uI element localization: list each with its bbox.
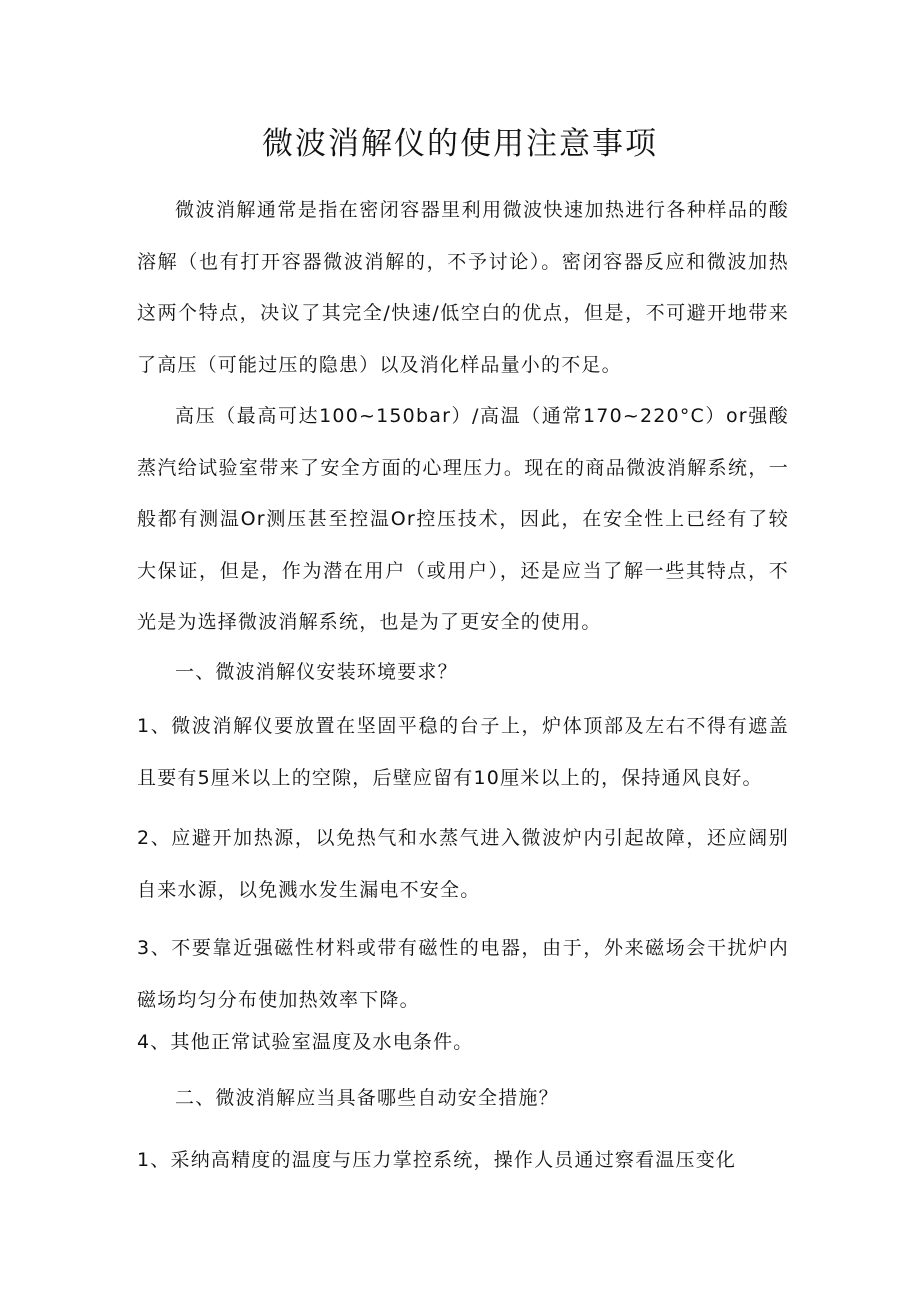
pressure-paragraph: 高压（最高可达100~150bar）/高温（通常170~220°C）or强酸蒸汽给试验室带来了安全方面的心理压力。现在的商品微波消解系统，一般都有测温Or测压甚至控温Or控压技术，因此，在安全性上已经有了较大保证，但是，作为潜在用户（或用户），还是应当了解一些其特点，不光是为选择微波消解系统，也是为了更安全的使用。 bbox=[137, 405, 789, 633]
list-item-environment-2: 2、应避开加热源，以免热气和水蒸气进入微波炉内引起故障，还应阔别自来水源，以免溅水发生漏电不安全。 bbox=[137, 827, 789, 901]
list-item-environment-3: 3、不要靠近强磁性材料或带有磁性的电器，由于，外来磁场会干扰炉内磁场均匀分布使加热效率下降。 bbox=[137, 937, 789, 1011]
section-heading-environment: 一、微波消解仪安装环境要求？ bbox=[175, 661, 458, 683]
list-item-safety-1: 1、采纳高精度的温度与压力掌控系统，操作人员通过察看温压变化 bbox=[137, 1149, 737, 1171]
list-item-environment-1: 1、微波消解仪要放置在坚固平稳的台子上，炉体顶部及左右不得有遮盖且要有5厘米以上的空隙，后壁应留有10厘米以上的，保持通风良好。 bbox=[137, 715, 789, 789]
intro-paragraph: 微波消解通常是指在密闭容器里利用微波快速加热进行各种样品的酸溶解（也有打开容器微波消解的，不予讨论）。密闭容器反应和微波加热这两个特点，决议了其完全/快速/低空白的优点，但是，不可避开地带来了高压（可能过压的隐患）以及消化样品量小的不足。 bbox=[137, 199, 789, 376]
section-heading-safety: 二、微波消解应当具备哪些自动安全措施？ bbox=[175, 1087, 559, 1109]
list-item-environment-4: 4、其他正常试验室温度及水电条件。 bbox=[137, 1031, 474, 1053]
document-title: 微波消解仪的使用注意事项 bbox=[262, 126, 658, 162]
